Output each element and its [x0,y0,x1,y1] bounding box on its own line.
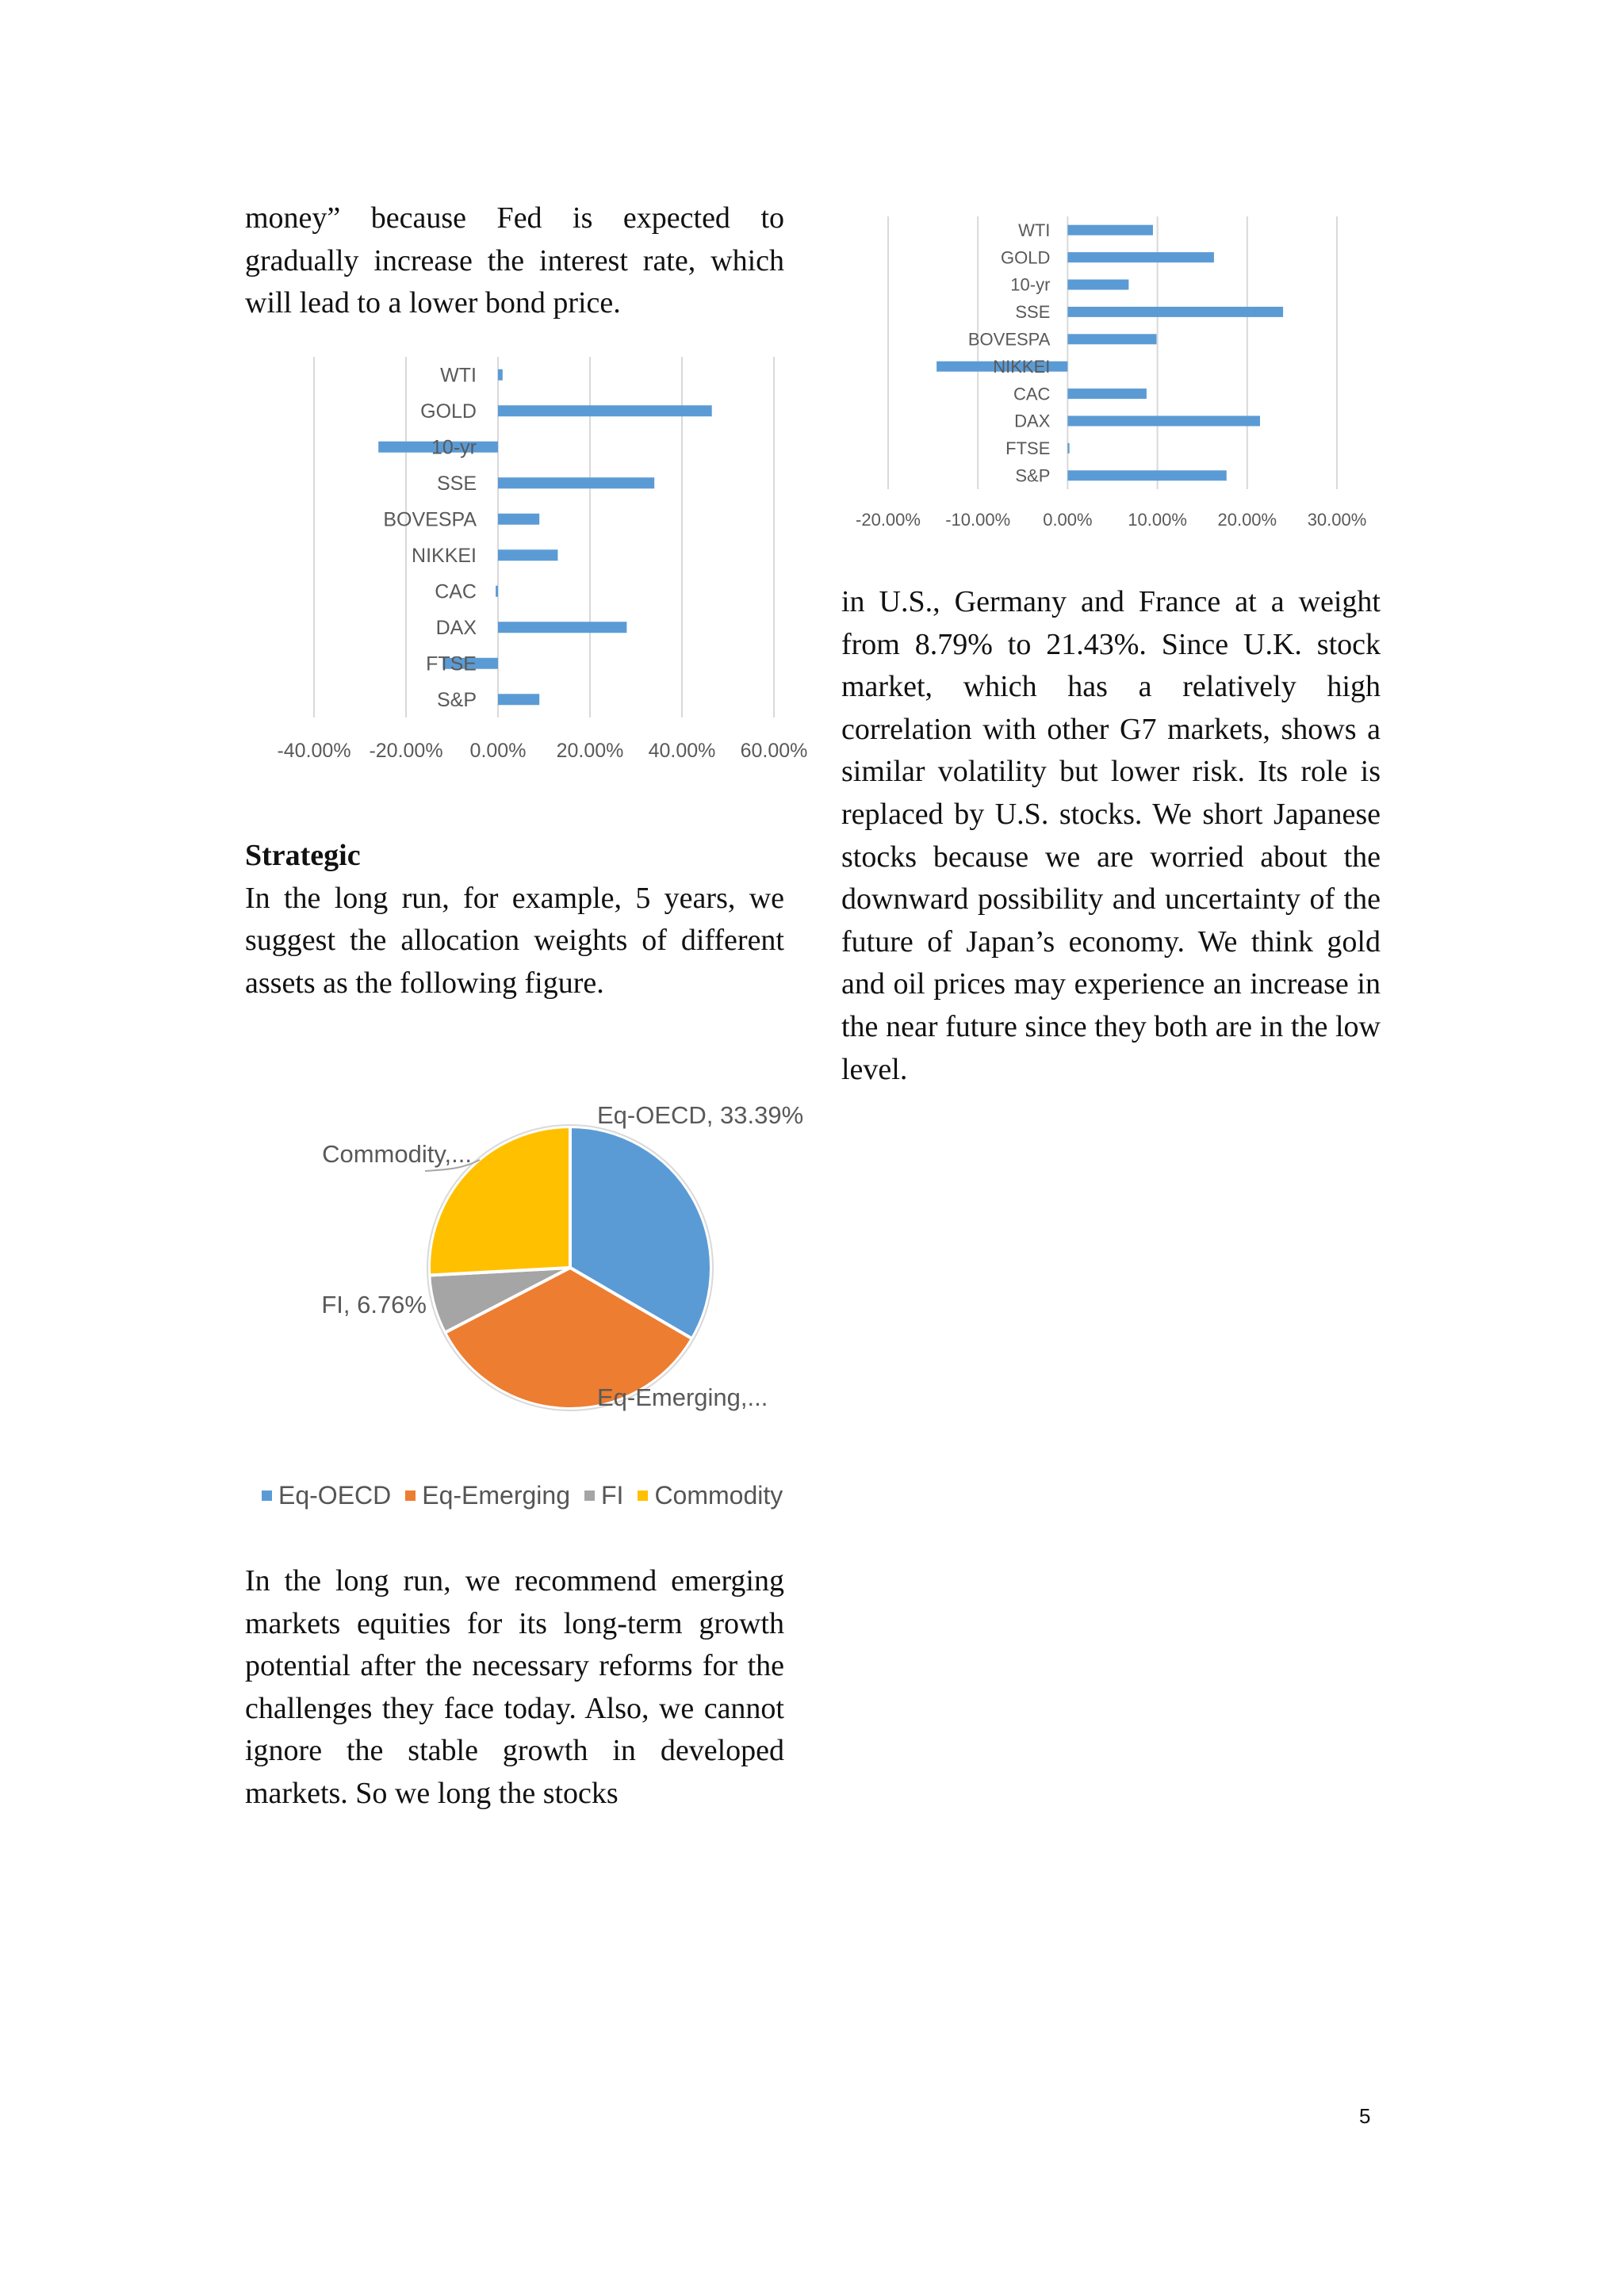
page-number: 5 [1359,2104,1371,2128]
category-label: WTI [440,364,477,387]
x-tick-label: 20.00% [1217,510,1277,530]
left-column-top [245,197,784,325]
bar-gold [1067,252,1214,262]
pie-data-label: Commodity,... [322,1140,472,1168]
bar-s-p [498,694,539,705]
legend-swatch [584,1490,595,1501]
x-tick-label: 60.00% [740,740,808,762]
category-label: SSE [1015,302,1051,323]
bar-wti [498,369,503,381]
category-label: NIKKEI [993,356,1051,377]
bar-dax [1067,416,1260,427]
legend-label: FI [601,1480,624,1510]
bar-sse [498,477,654,488]
bar-wti [1067,225,1153,235]
left-bar-chart [262,349,833,777]
bar-cac [1067,388,1147,399]
strategic-heading: Strategic [245,839,361,872]
intro-paragraph: money” because Fed is expected to gradually increase the interest rate, which will lead to a lower bond price. [245,201,784,320]
legend-item [638,1481,783,1510]
category-label: CAC [1013,384,1051,404]
x-tick-label: 40.00% [648,740,716,762]
bar-dax [498,622,626,633]
pie-data-label: FI, 6.76% [321,1291,427,1318]
category-label: CAC [435,580,477,603]
x-tick-label: -40.00% [277,740,351,762]
legend-swatch [262,1490,272,1501]
category-label: S&P [1015,465,1051,486]
right-bar-chart [841,202,1411,543]
pie-data-label: Eq-Emerging,... [597,1383,768,1411]
x-tick-label: 0.00% [1043,510,1093,530]
category-label: NIKKEI [412,545,477,567]
category-label: 10-yr [1010,274,1051,295]
legend-label: Eq-Emerging [422,1480,570,1510]
category-label: BOVESPA [383,508,477,531]
pie-legend [262,1479,783,1511]
category-label: SSE [436,473,477,495]
bar-bovespa [1067,334,1156,344]
legend-item [584,1481,623,1510]
continuation-paragraph: in U.S., Germany and France at a weight from 8.79% to 21.43%. Since U.K. stock market, which has a relatively high correlation with other G7 markets, shows a similar volatility but lower risk. Its role is replaced by U.S. stocks. We short Japanese stocks because we are worried about the downward possibility and uncertainty of the future of Japan’s economy. We think gold and oil prices may experience an increase in the near future since they both are in the low level. [841,585,1381,1086]
category-label: DAX [435,617,477,639]
strategic-paragraph: In the long run, for example, 5 years, we suggest the allocation weights of different assets as the following figure. [245,881,784,1000]
legend-item [405,1481,570,1510]
x-tick-label: 20.00% [556,740,624,762]
legend-swatch [405,1490,416,1501]
legend-label: Commodity [654,1480,783,1510]
x-tick-label: -10.00% [945,510,1011,530]
bar-gold [498,405,712,416]
bar-s-p [1067,470,1226,480]
category-label: S&P [436,689,477,711]
right-column-text [841,581,1381,1091]
x-tick-label: -20.00% [369,740,443,762]
bar-10-yr [1067,280,1128,290]
x-tick-label: 0.00% [469,740,527,762]
pie-data-label: Eq-OECD, 33.39% [597,1101,804,1129]
bar-bovespa [498,514,539,525]
pie-chart [301,1098,825,1431]
legend-item [262,1481,391,1510]
long-run-paragraph: In the long run, we recommend emerging markets equities for its long-term growth potential after the necessary reforms for the challenges they face today. Also, we cannot ignore the stable growth in developed markets. So we long the stocks [245,1564,784,1810]
x-tick-label: 30.00% [1307,510,1367,530]
category-label: WTI [1018,220,1051,240]
category-label: BOVESPA [967,329,1051,350]
bar-cac [496,586,498,597]
category-label: DAX [1014,411,1051,431]
left-column-bottom [245,1560,784,1816]
legend-label: Eq-OECD [278,1480,392,1510]
x-tick-label: -20.00% [856,510,921,530]
bar-ftse [1067,443,1069,453]
bar-nikkei [498,549,557,561]
category-label: FTSE [426,652,477,675]
left-column-strategic [245,835,784,1004]
x-tick-label: 10.00% [1128,510,1187,530]
category-label: GOLD [420,400,477,423]
legend-swatch [638,1490,648,1501]
bar-sse [1067,307,1283,317]
category-label: GOLD [1001,247,1051,268]
category-label: FTSE [1005,438,1051,459]
category-label: 10-yr [431,436,477,459]
